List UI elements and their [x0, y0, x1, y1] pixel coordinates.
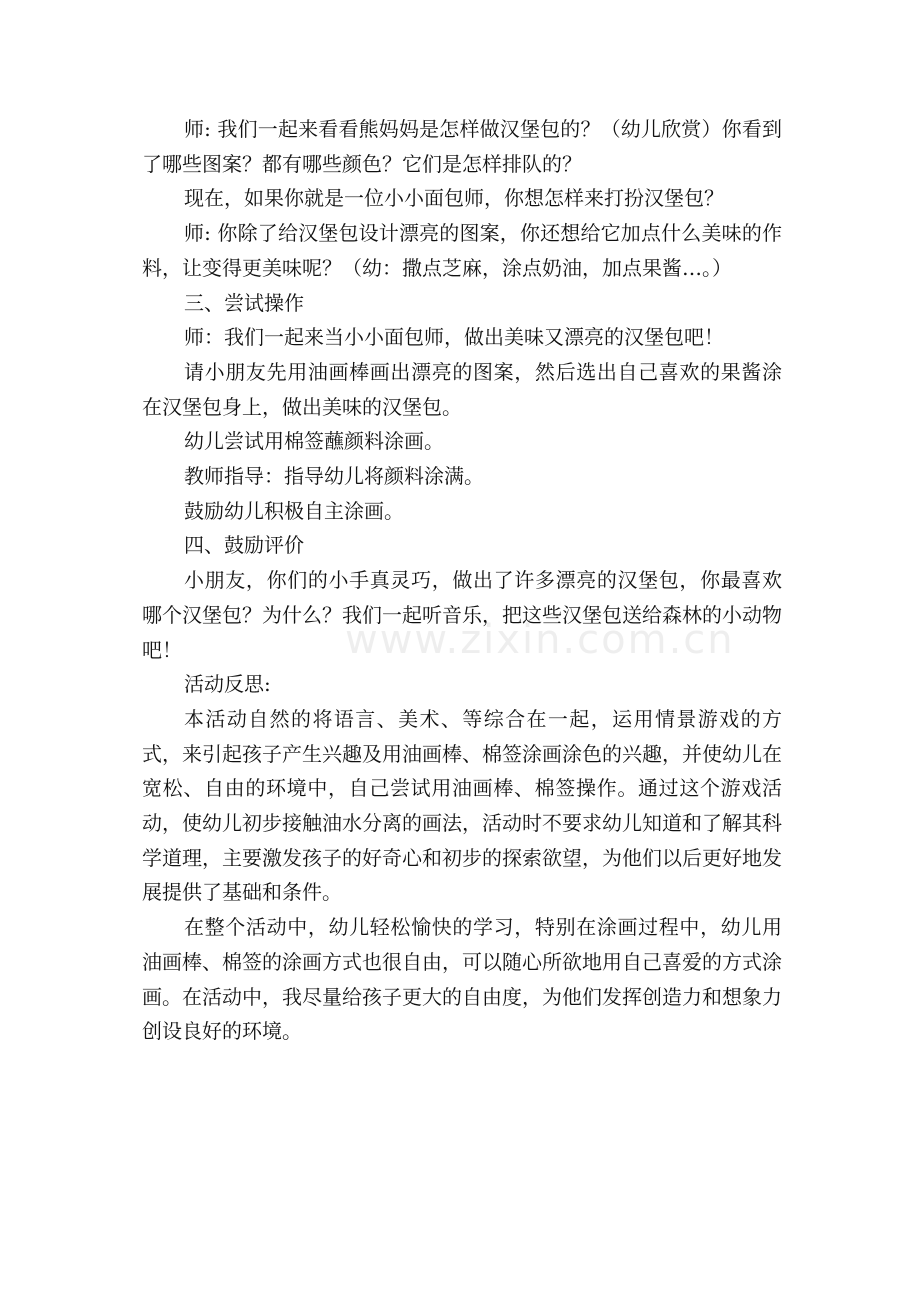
paragraph-seasoning-question: 师: 你除了给汉堡包设计漂亮的图案，你还想给它加点什么美味的作料，让变得更美味呢？（幼：撒点芝麻，涂点奶油，加点果酱…。）	[142, 221, 782, 280]
paragraph-reflection-1: 本活动自然的将语言、美术、等综合在一起，运用情景游戏的方式，来引起孩子产生兴趣及用油画棒、棉签涂画涂色的兴趣，并使幼儿在宽松、自由的环境中，自己尝试用油画棒、棉签操作。通过这个游戏活动，使幼儿初步接触油水分离的画法，活动时不要求幼儿知道和了解其科学道理，主要激发孩子的好奇心和初步的探索欲望，为他们以后更好地发展提供了基础和条件。	[142, 706, 782, 905]
watermark: www.zixin.com.cn	[345, 617, 735, 663]
paragraph-teacher-question: 师: 我们一起来看看熊妈妈是怎样做汉堡包的？（幼儿欣赏）你看到了哪些图案？都有哪些颜色？它们是怎样排队的？	[142, 117, 782, 176]
section-heading-try: 三、尝试操作	[184, 290, 304, 315]
paragraph-reflection-2: 在整个活动中，幼儿轻松愉快的学习，特别在涂画过程中，幼儿用油画棒、棉签的涂画方式也很自由，可以随心所欲地用自己喜爱的方式涂画。在活动中，我尽量给孩子更大的自由度，为他们发挥创造力和想象力创设良好的环境。	[142, 915, 782, 1044]
document-body	[142, 112, 782, 1049]
paragraph-instructions: 请小朋友先用油画棒画出漂亮的图案，然后选出自己喜欢的果酱涂在汉堡包身上，做出美味的汉堡包。	[142, 359, 782, 419]
paragraph-evaluation: 小朋友，你们的小手真灵巧，做出了许多漂亮的汉堡包，你最喜欢哪个汉堡包？为什么？我们一起听音乐，把这些汉堡包送给森林的小动物吧！	[142, 568, 782, 662]
section-heading-reflection: 活动反思:	[184, 672, 271, 697]
paragraph-teacher-guidance: 教师指导：指导幼儿将颜料涂满。	[184, 464, 484, 489]
paragraph-baker-question: 现在，如果你就是一位小小面包师，你想怎样来打扮汉堡包？	[184, 186, 724, 211]
paragraph-encourage: 鼓励幼儿积极自主涂画。	[184, 498, 404, 523]
paragraph-teacher-invite: 师：我们一起来当小小面包师，做出美味又漂亮的汉堡包吧！	[184, 325, 724, 350]
paragraph-child-attempt: 幼儿尝试用棉签蘸颜料涂画。	[184, 429, 444, 454]
section-heading-evaluation: 四、鼓励评价	[184, 533, 304, 558]
